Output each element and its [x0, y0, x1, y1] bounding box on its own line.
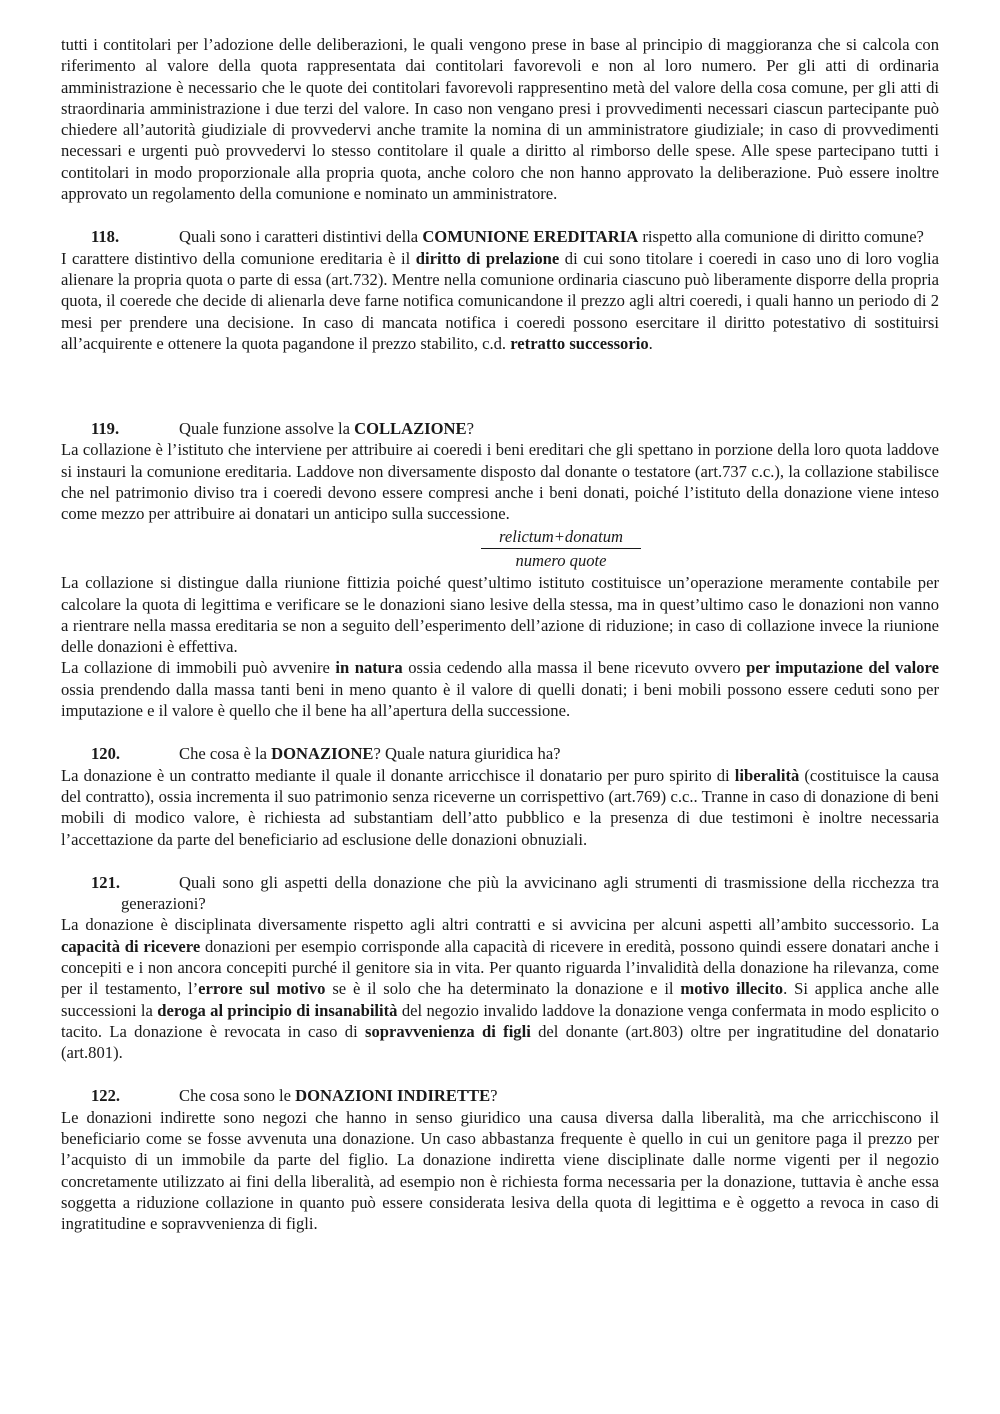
bold-term: capacità di ricevere [61, 936, 201, 956]
question-keyword: DONAZIONE [271, 744, 374, 764]
spacer [61, 850, 939, 872]
spacer [61, 721, 939, 743]
question-keyword: COMUNIONE EREDITARIA [422, 227, 639, 247]
question-number: 121. [91, 872, 121, 892]
question-122: 122. Che cosa sono le DONAZIONI INDIRETTE? [91, 1086, 498, 1106]
question-number: 119. [91, 419, 120, 439]
spacer [61, 1063, 939, 1085]
formula-numerator: relictum+donatum [481, 526, 641, 549]
question-number: 122. [91, 1086, 121, 1106]
answer-119-paragraph-2: La collazione si distingue dalla riunione fittizia poiché quest’ultimo istituto costituisce un’operazione meramente contabile per calcolare la quota di legittima e verificare se le donazioni siano lesive della stessa, ma in quest’ultimo caso le donazioni non vanno a rientrare nella massa ereditaria se non a seguito dell’esperimento dell’azione di riduzione; in caso di collazione invece la riunione delle donazioni è effettiva. [61, 573, 939, 657]
spacer [61, 354, 939, 418]
question-120: 120. Che cosa è la DONAZIONE? Quale natura giuridica ha? [91, 744, 561, 764]
bold-term: retratto successorio [510, 333, 649, 353]
bold-term: motivo illecito [680, 979, 784, 999]
bold-term: sopravvenienza di figli [365, 1021, 531, 1041]
answer-122: Le donazioni indirette sono negozi che hanno in senso giuridico una causa diversa dalla liberalità, ma che arricchiscono il beneficiario come se fosse avvenuta una donazione. Un caso abbastanza frequente è quello in cui un genitore paga il prezzo per l’acquisto di un immobile da parte del figlio. La donazione indiretta viene disciplinate dalle norme vigenti per il negozio concretamente utilizzato ai fini della liberalità, ad esempio non è richiesta forma necessaria per la donazione, tuttavia è anche essa soggetta a riduzione collazione in quanto può essere considerata lesiva della quota di legittima e è oggetto a revoca in caso di ingratitudine e sopravvenienza di figli. [61, 1107, 939, 1234]
bold-term: errore sul motivo [198, 979, 326, 999]
question-119: 119. Quale funzione assolve la COLLAZIONE? [91, 419, 474, 439]
formula-fraction [481, 526, 641, 572]
question-118: 118. Quali sono i caratteri distintivi della COMUNIONE EREDITARIA rispetto alla comunione di diritto comune? [91, 227, 924, 247]
bold-term: in natura [335, 658, 403, 678]
question-number: 120. [91, 744, 121, 764]
formula-denominator: numero quote [515, 550, 607, 570]
answer-120: La donazione è un contratto mediante il quale il donante arricchisce il donatario per puro spirito di liberalità (costituisce la causa del contratto), ossia incrementa il suo patrimonio senza riceverne un corrispettivo (art.769) c.c.. Tranne in caso di donazione di beni mobili di modico valore, è richiesta ad substantiam dell’atto pubblico e la presenza di due testimoni è inoltre necessaria l’accettazione da parte del beneficiario ad esclusione delle donazioni obnuziali. [61, 765, 940, 849]
question-keyword: COLLAZIONE [354, 419, 467, 439]
intro-paragraph: tutti i contitolari per l’adozione delle deliberazioni, le quali vengono prese in base al principio di maggioranza che si calcola con riferimento al valore della quota rappresentata dai contitolari favorevoli e non al loro numero. Per gli atti di ordinaria amministrazione è necessario che le quote dei contitolari favorevoli rappresentino metà del valore della cosa comune, per gli atti di straordinaria amministrazione i due terzi del valore. In caso non vengano presi i provvedimenti necessari ciascun partecipante può chiedere all’autorità giudiziale di provvedervi anche tramite la nomina di un amministratore giudiziale; in caso di provvedimenti necessari e urgenti può provvedervi lo stesso contitolare il quale a diritto al rimborso delle spese. Alle spese partecipano tutti i contitolari in modo proporzionale alla propria quota, anche coloro che non hanno approvato la deliberazione. Può essere inoltre approvato un regolamento della comunione e nominato un amministratore. [61, 35, 939, 204]
answer-118: I carattere distintivo della comunione ereditaria è il diritto di prelazione di cui sono titolare i coeredi in caso uno di loro voglia alienare la propria quota o parte di essa (art.732). Mentre nella comunione ordinaria ciascuno può liberamente disporre della propria quota, il coerede che decide di alienarla deve farne notifica comunicandone il prezzo agli altri coeredi, i quali hanno un periodo di 2 mesi per prendere una decisione. In caso di mancata notifica i coeredi possono esercitare il diritto potestativo di sostituirsi all’acquirente e ottenere la quota pagandone il prezzo stabilito, c.d. retratto successorio. [61, 248, 940, 353]
bold-term: deroga al principio di insanabilità [157, 1000, 398, 1020]
answer-119-paragraph-1: La collazione è l’istituto che interviene per attribuire ai coeredi i beni ereditari che gli spettano in porzione della loro quota laddove si instauri la comunione ereditaria. Laddove non diversamente disposto dal donante o testatore (art.737 c.c.), la collazione stabilisce che nel patrimonio diviso tra i coeredi devono essere compresi anche i beni donati, poiché l’istituto della donazione viene inteso come mezzo per attribuire ai donatari un anticipo sulla successione. [61, 440, 939, 524]
question-keyword: DONAZIONI INDIRETTE [295, 1086, 491, 1106]
bold-term: diritto di prelazione [415, 248, 560, 268]
spacer [61, 204, 939, 226]
question-121: 121. Quali sono gli aspetti della donazione che più la avvicinano agli strumenti di trasmissione della ricchezza tra generazioni? [91, 872, 939, 914]
question-number: 118. [91, 227, 120, 247]
bold-term: per imputazione del valore [746, 658, 939, 678]
bold-term: liberalità [734, 765, 800, 785]
answer-121: La donazione è disciplinata diversamente rispetto agli altri contratti e si avvicina per alcuni aspetti all’ambito successorio. La capacità di ricevere donazioni per esempio corrisponde alla capacità di ricevere in eredità, possono quindi essere donatari anche i concepiti e i non ancora concepiti purché il genitore sia in vita. Per quanto riguarda l’invalidità della donazione ha rilevanza, come per il testamento, l’errore sul motivo se è il solo che ha determinato la donazione e il motivo illecito. Si applica anche alle successioni la deroga al principio di insanabilità del negozio invalido laddove la donazione venga confermata in modo esplicito o tacito. La donazione è revocata in caso di sopravvenienza di figli del donante (art.803) oltre per ingratitudine del donatario (art.801). [61, 915, 940, 1063]
answer-119-paragraph-3: La collazione di immobili può avvenire in natura ossia cedendo alla massa il bene ricevuto ovvero per imputazione del valore ossia prendendo dalla massa tanti beni in meno quanto è il valore di quelli donati; i beni mobili possono essere ceduti sono per imputazione e il valore è quello che il bene ha all’apertura della successione. [61, 658, 939, 721]
